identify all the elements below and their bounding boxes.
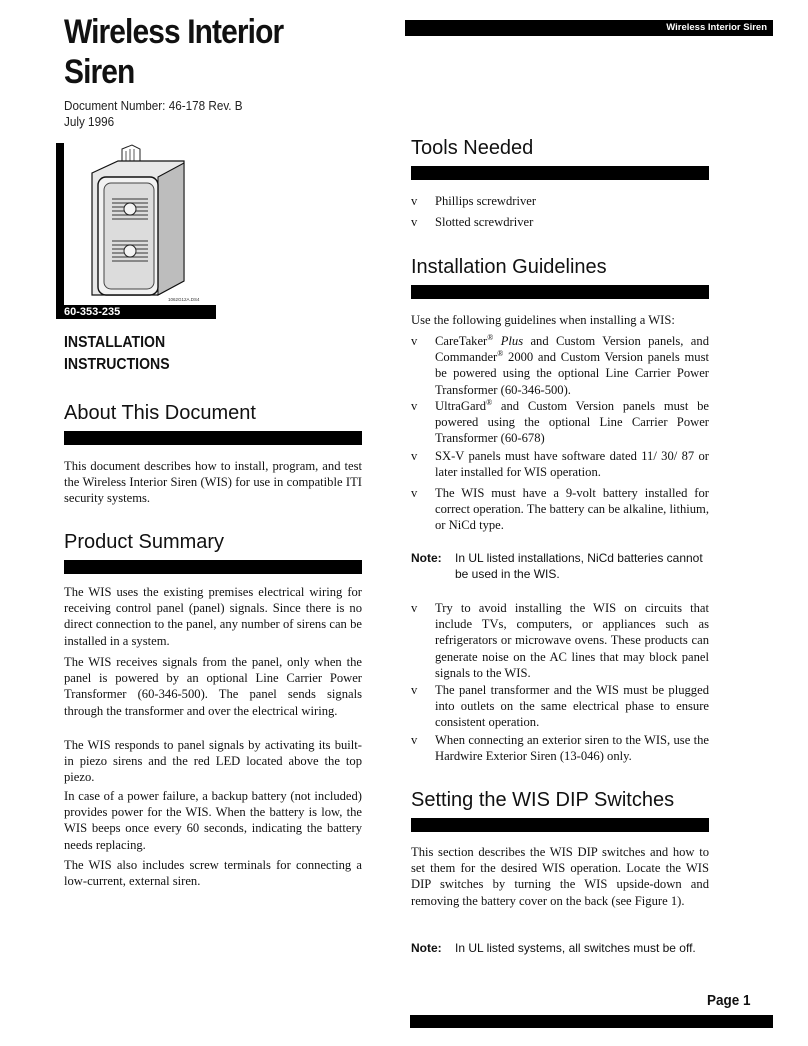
bullet-mark: v bbox=[411, 601, 418, 615]
about-rule bbox=[64, 431, 362, 445]
about-heading: About This Document bbox=[64, 402, 256, 424]
guideline-item: v CareTaker® Plus and Custom Version panels, and Commander® 2000 and Custom Version panels must be powered using the optional Line Carrier Power Transformer (60-346-500). bbox=[411, 332, 709, 397]
drawing-id: 1062G12A.DS4 bbox=[168, 297, 200, 302]
tool-item bbox=[411, 193, 709, 209]
instructions-label: INSTALLATION INSTRUCTIONS bbox=[64, 334, 170, 373]
page-number: Page 1 bbox=[707, 992, 751, 1009]
summary-paragraph: The WIS uses the existing premises electrical wiring for receiving control panel (panel) signals. Since there is no direct connection to the panel, any number of sirens can be installed in a system. bbox=[64, 585, 362, 648]
registered-mark: ® bbox=[486, 397, 493, 407]
tools-rule bbox=[411, 166, 709, 180]
bullet-mark: v bbox=[411, 683, 418, 697]
battery-note bbox=[411, 550, 709, 584]
registered-mark: ® bbox=[487, 332, 494, 342]
note-text: In UL listed systems, all switches must be off. bbox=[455, 941, 696, 955]
bullet-mark: v bbox=[411, 449, 418, 463]
summary-paragraph: In case of a power failure, a backup battery (not included) provides power for the WIS. When the battery is low, the WIS beeps once every 60 seconds, indicating the battery needs replacing. bbox=[64, 789, 362, 852]
summary-paragraph: The WIS also includes screw terminals for connecting a low-current, external siren. bbox=[64, 858, 362, 889]
guideline-item: v The WIS must have a 9-volt battery installed for correct operation. The battery can be alkaline, lithium, or NiCd type. bbox=[411, 486, 709, 533]
tools-heading: Tools Needed bbox=[411, 137, 534, 159]
summary-paragraph: The WIS responds to panel signals by activating its built-in piezo sirens and the red LED located above the top piezo. bbox=[64, 738, 362, 785]
bullet-mark: v bbox=[411, 399, 418, 413]
document-meta bbox=[64, 98, 243, 130]
note-text: In UL listed installations, NiCd batteries cannot be used in the WIS. bbox=[455, 551, 703, 581]
bullet-mark: v bbox=[411, 486, 418, 500]
guideline-item: v Try to avoid installing the WIS on circuits that include TVs, computers, or appliances such as refrigerators or microwave ovens. These products can generate noise on the AC lines that may block panel signals to the WIS. bbox=[411, 601, 709, 680]
bullet-mark: v bbox=[411, 194, 418, 208]
guidelines-heading: Installation Guidelines bbox=[411, 256, 607, 278]
tool-item-text: Phillips screwdriver bbox=[435, 194, 537, 208]
registered-mark: ® bbox=[497, 349, 504, 359]
bullet-mark: v bbox=[411, 215, 418, 229]
note-label: Note: bbox=[411, 551, 442, 565]
document-title: Wireless Interior Siren bbox=[64, 13, 284, 91]
summary-paragraph: The WIS receives signals from the panel, only when the panel is powered by an optional Line Carrier Power Transformer (60-346-500). The panel sends signals through the transformer and over the electrical wiring. bbox=[64, 655, 362, 718]
bullet-mark: v bbox=[411, 733, 418, 747]
guideline-item: v UltraGard® and Custom Version panels must be powered using the optional Line Carrier Power Transformer (60-678) bbox=[411, 397, 709, 446]
product-figure bbox=[56, 143, 216, 305]
about-text: This document describes how to install, program, and test the Wireless Interior Siren (WIS) for use in compatible ITI security systems. bbox=[64, 459, 362, 506]
product-summary-heading: Product Summary bbox=[64, 531, 225, 553]
running-title-bar: Wireless Interior Siren bbox=[405, 20, 773, 36]
part-number-bar: 60-353-235 bbox=[56, 305, 216, 319]
guidelines-intro: Use the following guidelines when installing a WIS: bbox=[411, 313, 675, 327]
product-summary-rule bbox=[64, 560, 362, 574]
guideline-item: v SX-V panels must have software dated 11/ 30/ 87 or later installed for WIS operation. bbox=[411, 449, 709, 480]
guideline-item: v When connecting an exterior siren to the WIS, use the Hardwire Exterior Siren (13-046) only. bbox=[411, 733, 709, 764]
dip-text: This section describes the WIS DIP switches and how to set them for the desired WIS operation. Locate the WIS DIP switches by turning the WIS upside-down and removing the battery cover on the back (see Figure 1). bbox=[411, 845, 709, 908]
document-date: July 1996 bbox=[64, 114, 115, 129]
tool-item bbox=[411, 214, 709, 230]
dip-heading: Setting the WIS DIP Switches bbox=[411, 789, 675, 811]
dip-rule bbox=[411, 818, 709, 832]
note-label: Note: bbox=[411, 941, 442, 955]
tool-item-text: Slotted screwdriver bbox=[435, 215, 534, 229]
figure-edge-bar bbox=[56, 143, 64, 305]
document-number: Document Number: 46-178 Rev. B bbox=[64, 98, 243, 113]
footer-bar bbox=[410, 1015, 773, 1028]
guidelines-rule bbox=[411, 285, 709, 299]
siren-device-illustration bbox=[56, 143, 216, 305]
bullet-mark: v bbox=[411, 334, 418, 348]
guideline-item: v The panel transformer and the WIS must be plugged into outlets on the same electrical phase to ensure consistent operation. bbox=[411, 683, 709, 730]
dip-note bbox=[411, 940, 709, 958]
